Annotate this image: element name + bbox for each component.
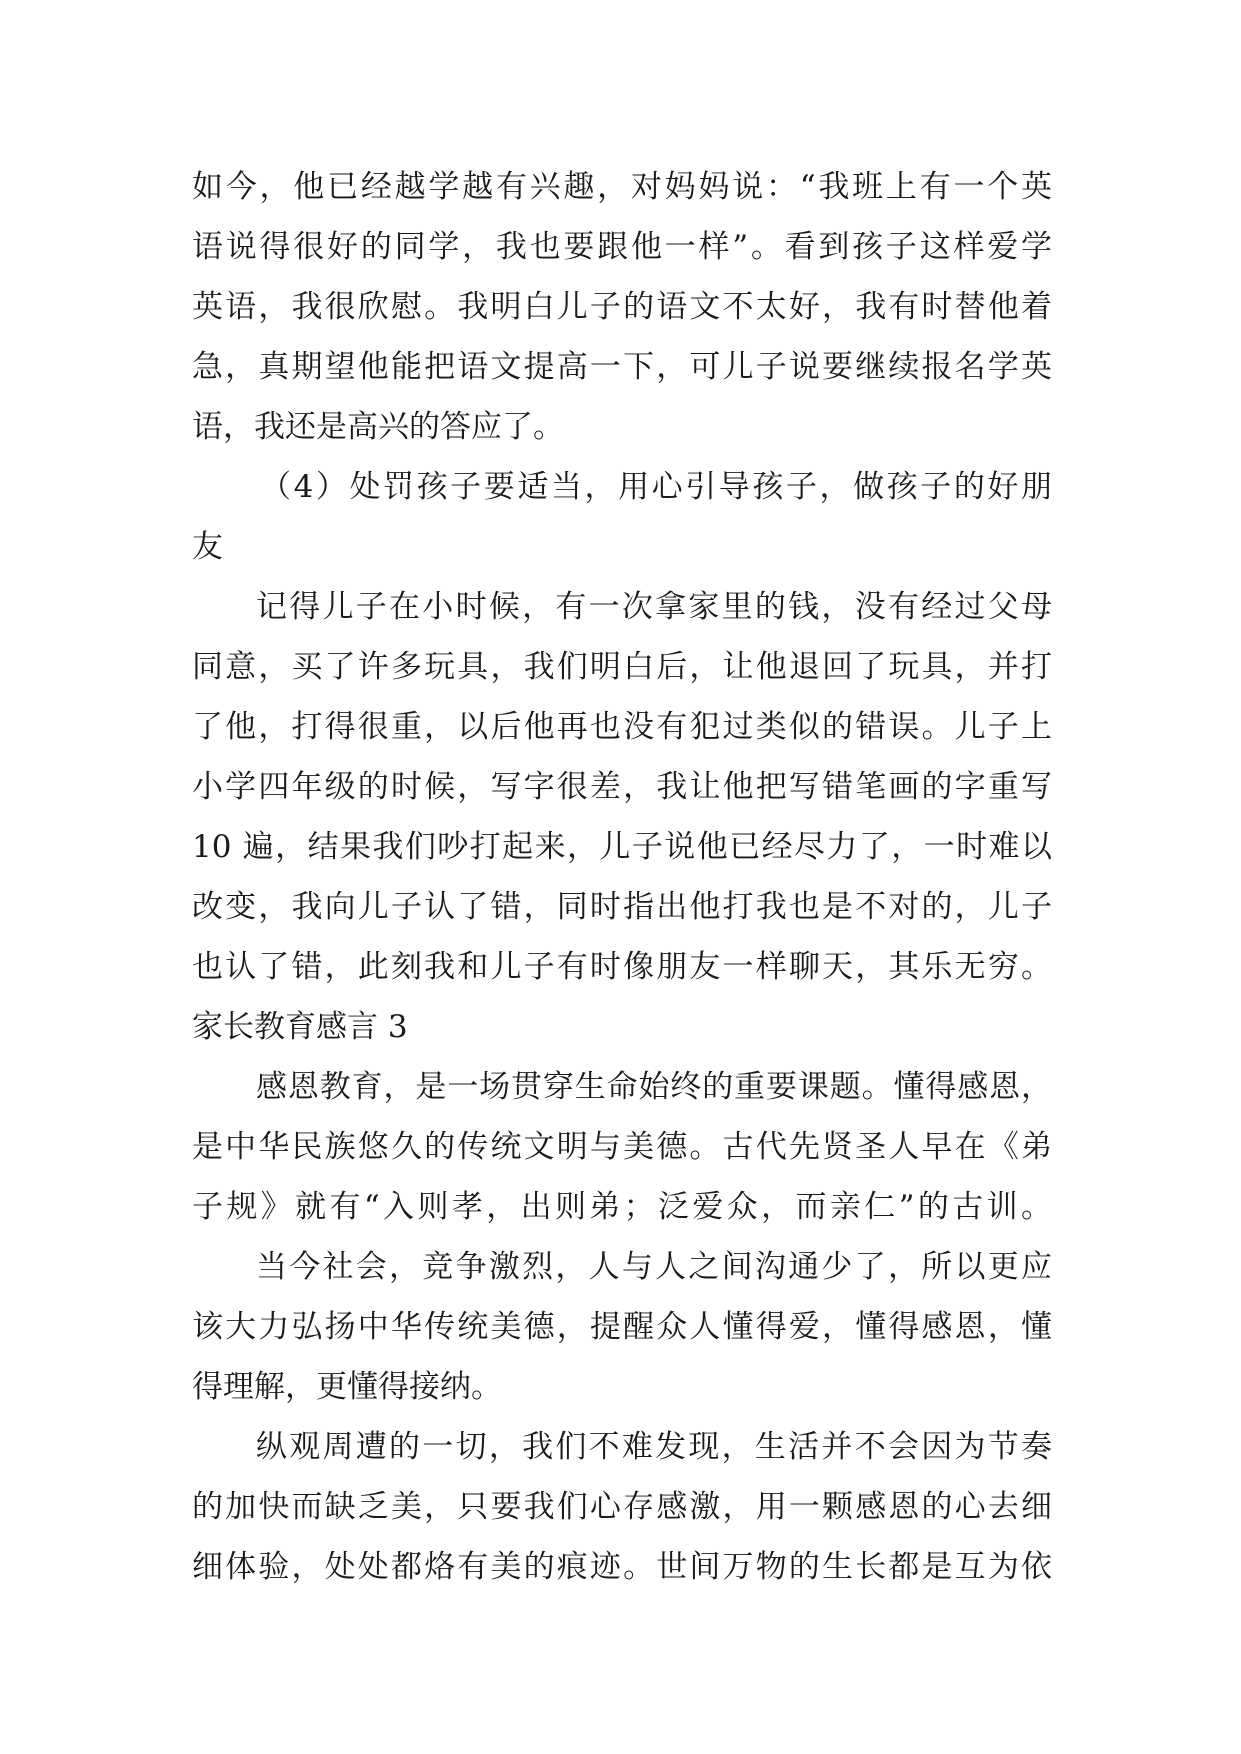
section-heading: （4）处罚孩子要适当，用心引导孩子，做孩子的好朋	[260, 469, 1052, 505]
text-line: 纵观周遭的一切，我们不难发现，生活并不会因为节奏	[256, 1429, 1052, 1465]
text-line: 急，真期望他能把语文提高一下，可儿子说要继续报名学英	[192, 349, 1052, 385]
text-line: 当今社会，竞争激烈，人与人之间沟通少了，所以更应	[256, 1249, 1052, 1285]
text-line: 如今，他已经越学越有兴趣，对妈妈说：“我班上有一个英	[192, 169, 1052, 205]
text-line: 了他，打得很重，以后他再也没有犯过类似的错误。儿子上	[192, 709, 1052, 745]
text-line: 得理解，更懂得接纳。	[192, 1369, 502, 1405]
text-line: 同意，买了许多玩具，我们明白后，让他退回了玩具，并打	[192, 649, 1052, 685]
text-line: 感恩教育，是一场贯穿生命始终的重要课题。懂得感恩，	[256, 1069, 1052, 1105]
text-line: 英语，我很欣慰。我明白儿子的语文不太好，我有时替他着	[192, 289, 1052, 325]
text-line: 是中华民族悠久的传统文明与美德。古代先贤圣人早在《弟	[192, 1129, 1052, 1165]
text-line: 语，我还是高兴的答应了。	[192, 409, 564, 445]
section-title: 家长教育感言 3	[192, 1009, 408, 1045]
text-line: 该大力弘扬中华传统美德，提醒众人懂得爱，懂得感恩，懂	[192, 1309, 1052, 1345]
text-line: 记得儿子在小时候，有一次拿家里的钱，没有经过父母	[256, 589, 1052, 625]
text-line: 子规》就有“入则孝，出则弟；泛爱众，而亲仁”的古训。	[192, 1189, 1052, 1225]
text-line: 语说得很好的同学，我也要跟他一样”。看到孩子这样爱学	[192, 229, 1052, 265]
section-heading-continuation: 友	[192, 529, 223, 565]
text-line: 细体验，处处都烙有美的痕迹。世间万物的生长都是互为依	[192, 1549, 1052, 1585]
text-line: 的加快而缺乏美，只要我们心存感激，用一颗感恩的心去细	[192, 1489, 1052, 1525]
text-line: 改变，我向儿子认了错，同时指出他打我也是不对的，儿子	[192, 889, 1052, 925]
text-line: 小学四年级的时候，写字很差，我让他把写错笔画的字重写	[192, 769, 1052, 805]
text-line: 10 遍，结果我们吵打起来，儿子说他已经尽力了，一时难以	[192, 829, 1052, 865]
text-line: 也认了错，此刻我和儿子有时像朋友一样聊天，其乐无穷。	[192, 949, 1052, 985]
